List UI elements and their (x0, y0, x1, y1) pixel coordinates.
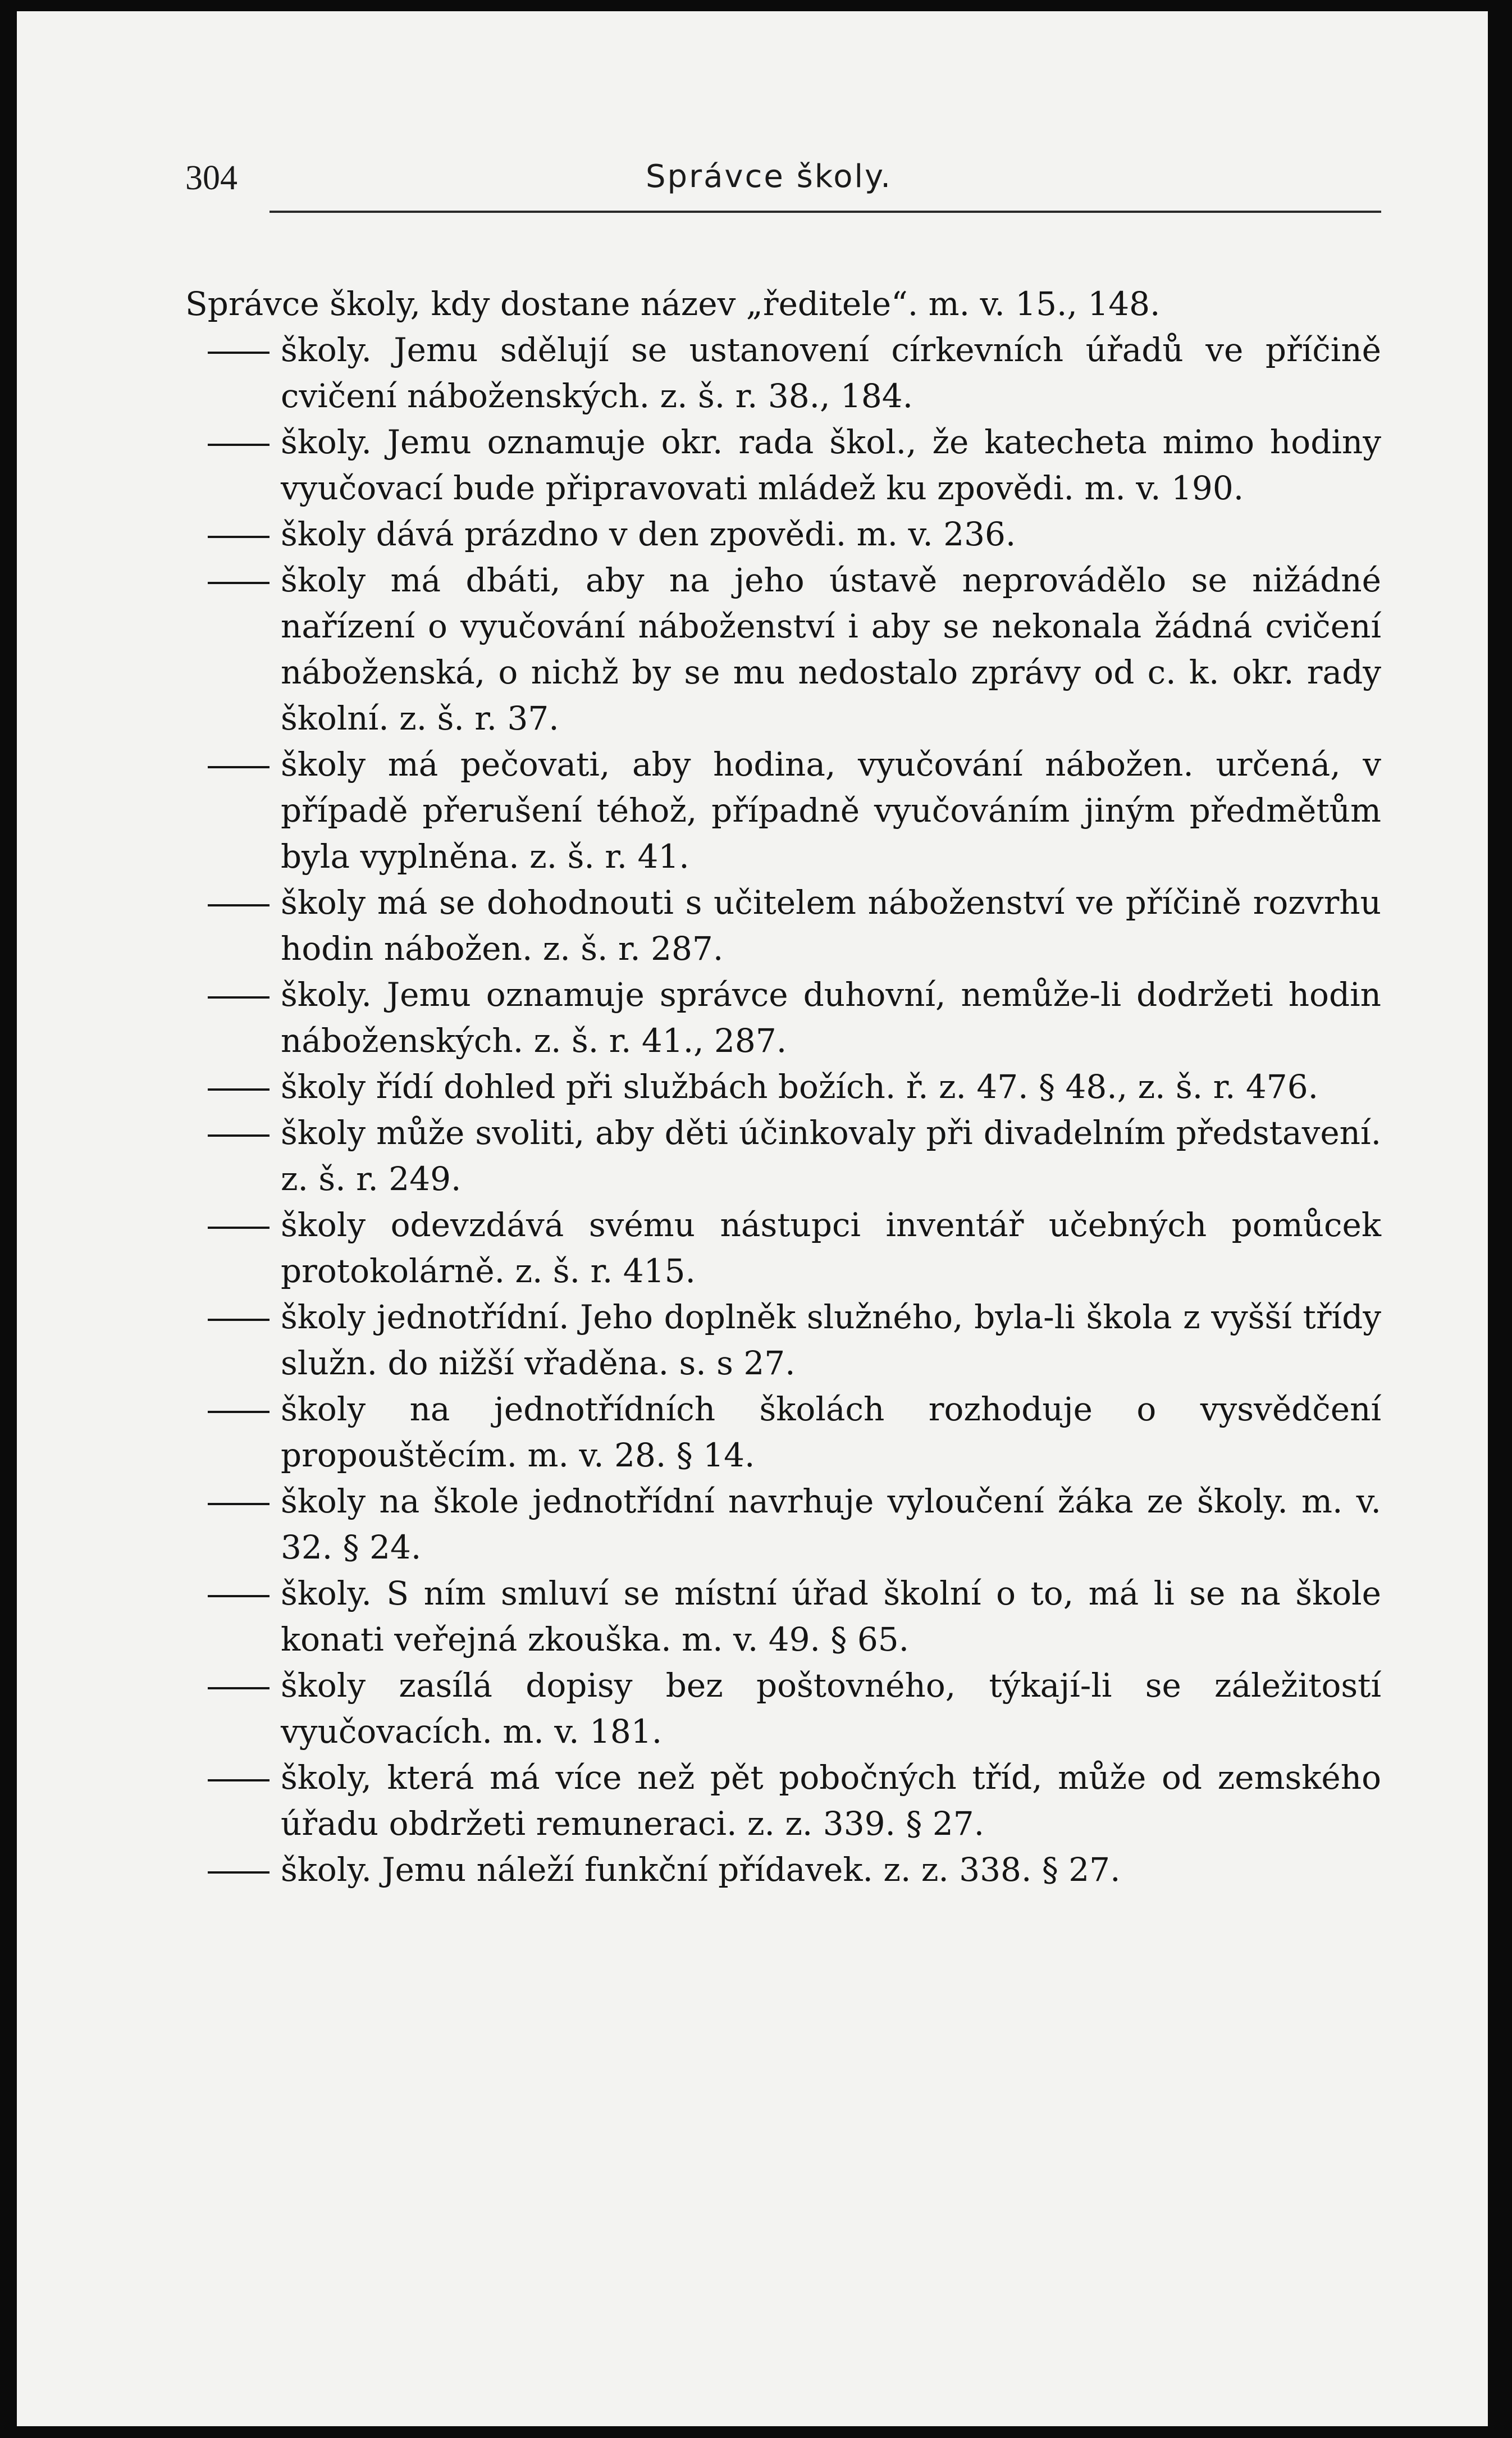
dash-mark (185, 1662, 281, 1708)
entry-text: školy. Jemu náleží funkční přídavek. z. z. 338. § 27. (281, 1851, 1121, 1889)
index-entry (185, 1478, 1381, 1570)
index-entry (185, 972, 1381, 1064)
dash-mark (185, 1386, 281, 1432)
entry-text: školy. Jemu oznamuje okr. rada škol., že katecheta mimo hodiny vyučovací bude připravovati mládež ku zpovědi. m. v. 190. (281, 423, 1381, 507)
entry-text: školy. S ním smluví se místní úřad školní o to, má li se na škole konati veřejná zkouška. m. v. 49. § 65. (281, 1574, 1381, 1658)
index-entry (185, 1294, 1381, 1386)
entry-text: školy jednotřídní. Jeho doplněk služného, byla-li škola z vyšší třídy služn. do nižší vřaděna. s. s 27. (281, 1298, 1381, 1382)
dash-mark (185, 557, 281, 603)
entry-text: školy má se dohodnouti s učitelem náboženství ve příčině rozvrhu hodin nábožen. z. š. r. 287. (281, 883, 1381, 968)
index-entry (185, 1662, 1381, 1755)
entry-text: školy má dbáti, aby na jeho ústavě neprovádělo se nižádné nařízení o vyučování náboženství i aby se nekonala žádná cvičení náboženská, o nichž by se mu nedostalo zprávy od c. k. okr. rady školní. z. š. r. 37. (281, 561, 1381, 737)
entry-text: školy může svoliti, aby děti účinkovaly při divadelním představení. z. š. r. 249. (281, 1114, 1381, 1198)
entry-text: školy na jednotřídních školách rozhoduje o vysvědčení propouštěcím. m. v. 28. § 14. (281, 1390, 1381, 1474)
dash-mark (185, 1064, 281, 1110)
index-entry (185, 741, 1381, 879)
index-entry (185, 1386, 1381, 1478)
page-number: 304 (185, 159, 237, 197)
index-entry (185, 557, 1381, 741)
entry-text: školy na škole jednotřídní navrhuje vyloučení žáka ze školy. m. v. 32. § 24. (281, 1482, 1381, 1566)
dash-mark (185, 419, 281, 465)
page-header (185, 158, 1381, 203)
dash-mark (185, 972, 281, 1018)
dash-mark (185, 511, 281, 557)
entry-text: školy, která má více než pět pobočných tříd, může od zemského úřadu obdržeti remuneraci. z. z. 339. § 27. (281, 1758, 1381, 1843)
entry-text: školy odevzdává svému nástupci inventář učebných pomůcek protokolárně. z. š. r. 415. (281, 1206, 1381, 1290)
header-rule (269, 211, 1381, 213)
dash-mark (185, 879, 281, 926)
index-entry (185, 281, 1381, 327)
entry-text: školy má pečovati, aby hodina, vyučování nábožen. určená, v případě přerušení téhož, případně vyučováním jiným předmětům byla vyplněna. z. š. r. 41. (281, 745, 1381, 876)
index-entry (185, 1064, 1381, 1110)
running-title: Správce školy. (646, 158, 893, 195)
dash-mark (185, 1847, 281, 1893)
index-entry (185, 1847, 1381, 1893)
index-entry (185, 327, 1381, 419)
dash-mark (185, 1478, 281, 1524)
entry-text: školy dává prázdno v den zpovědi. m. v. 236. (281, 515, 1016, 553)
index-entry (185, 1110, 1381, 1202)
dash-mark (185, 1755, 281, 1801)
book-page (17, 11, 1488, 2426)
dash-mark (185, 741, 281, 787)
index-entries (185, 281, 1381, 1893)
index-entry (185, 1570, 1381, 1662)
index-entry (185, 879, 1381, 972)
entry-text: školy řídí dohled při službách božích. ř. z. 47. § 48., z. š. r. 476. (281, 1068, 1319, 1106)
dash-mark (185, 327, 281, 373)
entry-text: školy. Jemu sdělují se ustanovení církevních úřadů ve příčině cvičení náboženských. z. š. r. 38., 184. (281, 331, 1381, 415)
dash-mark (185, 1110, 281, 1156)
entry-text: školy. Jemu oznamuje správce duhovní, nemůže-li dodržeti hodin náboženských. z. š. r. 41., 287. (281, 976, 1381, 1060)
dash-mark (185, 1202, 281, 1248)
dash-mark (185, 1294, 281, 1340)
index-entry (185, 511, 1381, 557)
dash-mark (185, 1570, 281, 1616)
index-entry (185, 419, 1381, 511)
index-entry (185, 1202, 1381, 1294)
entry-text: Správce školy, kdy dostane název „ředitele“. m. v. 15., 148. (185, 285, 1161, 323)
entry-text: školy zasílá dopisy bez poštovného, týkají-li se záležitostí vyučovacích. m. v. 181. (281, 1666, 1381, 1751)
index-entry (185, 1755, 1381, 1847)
